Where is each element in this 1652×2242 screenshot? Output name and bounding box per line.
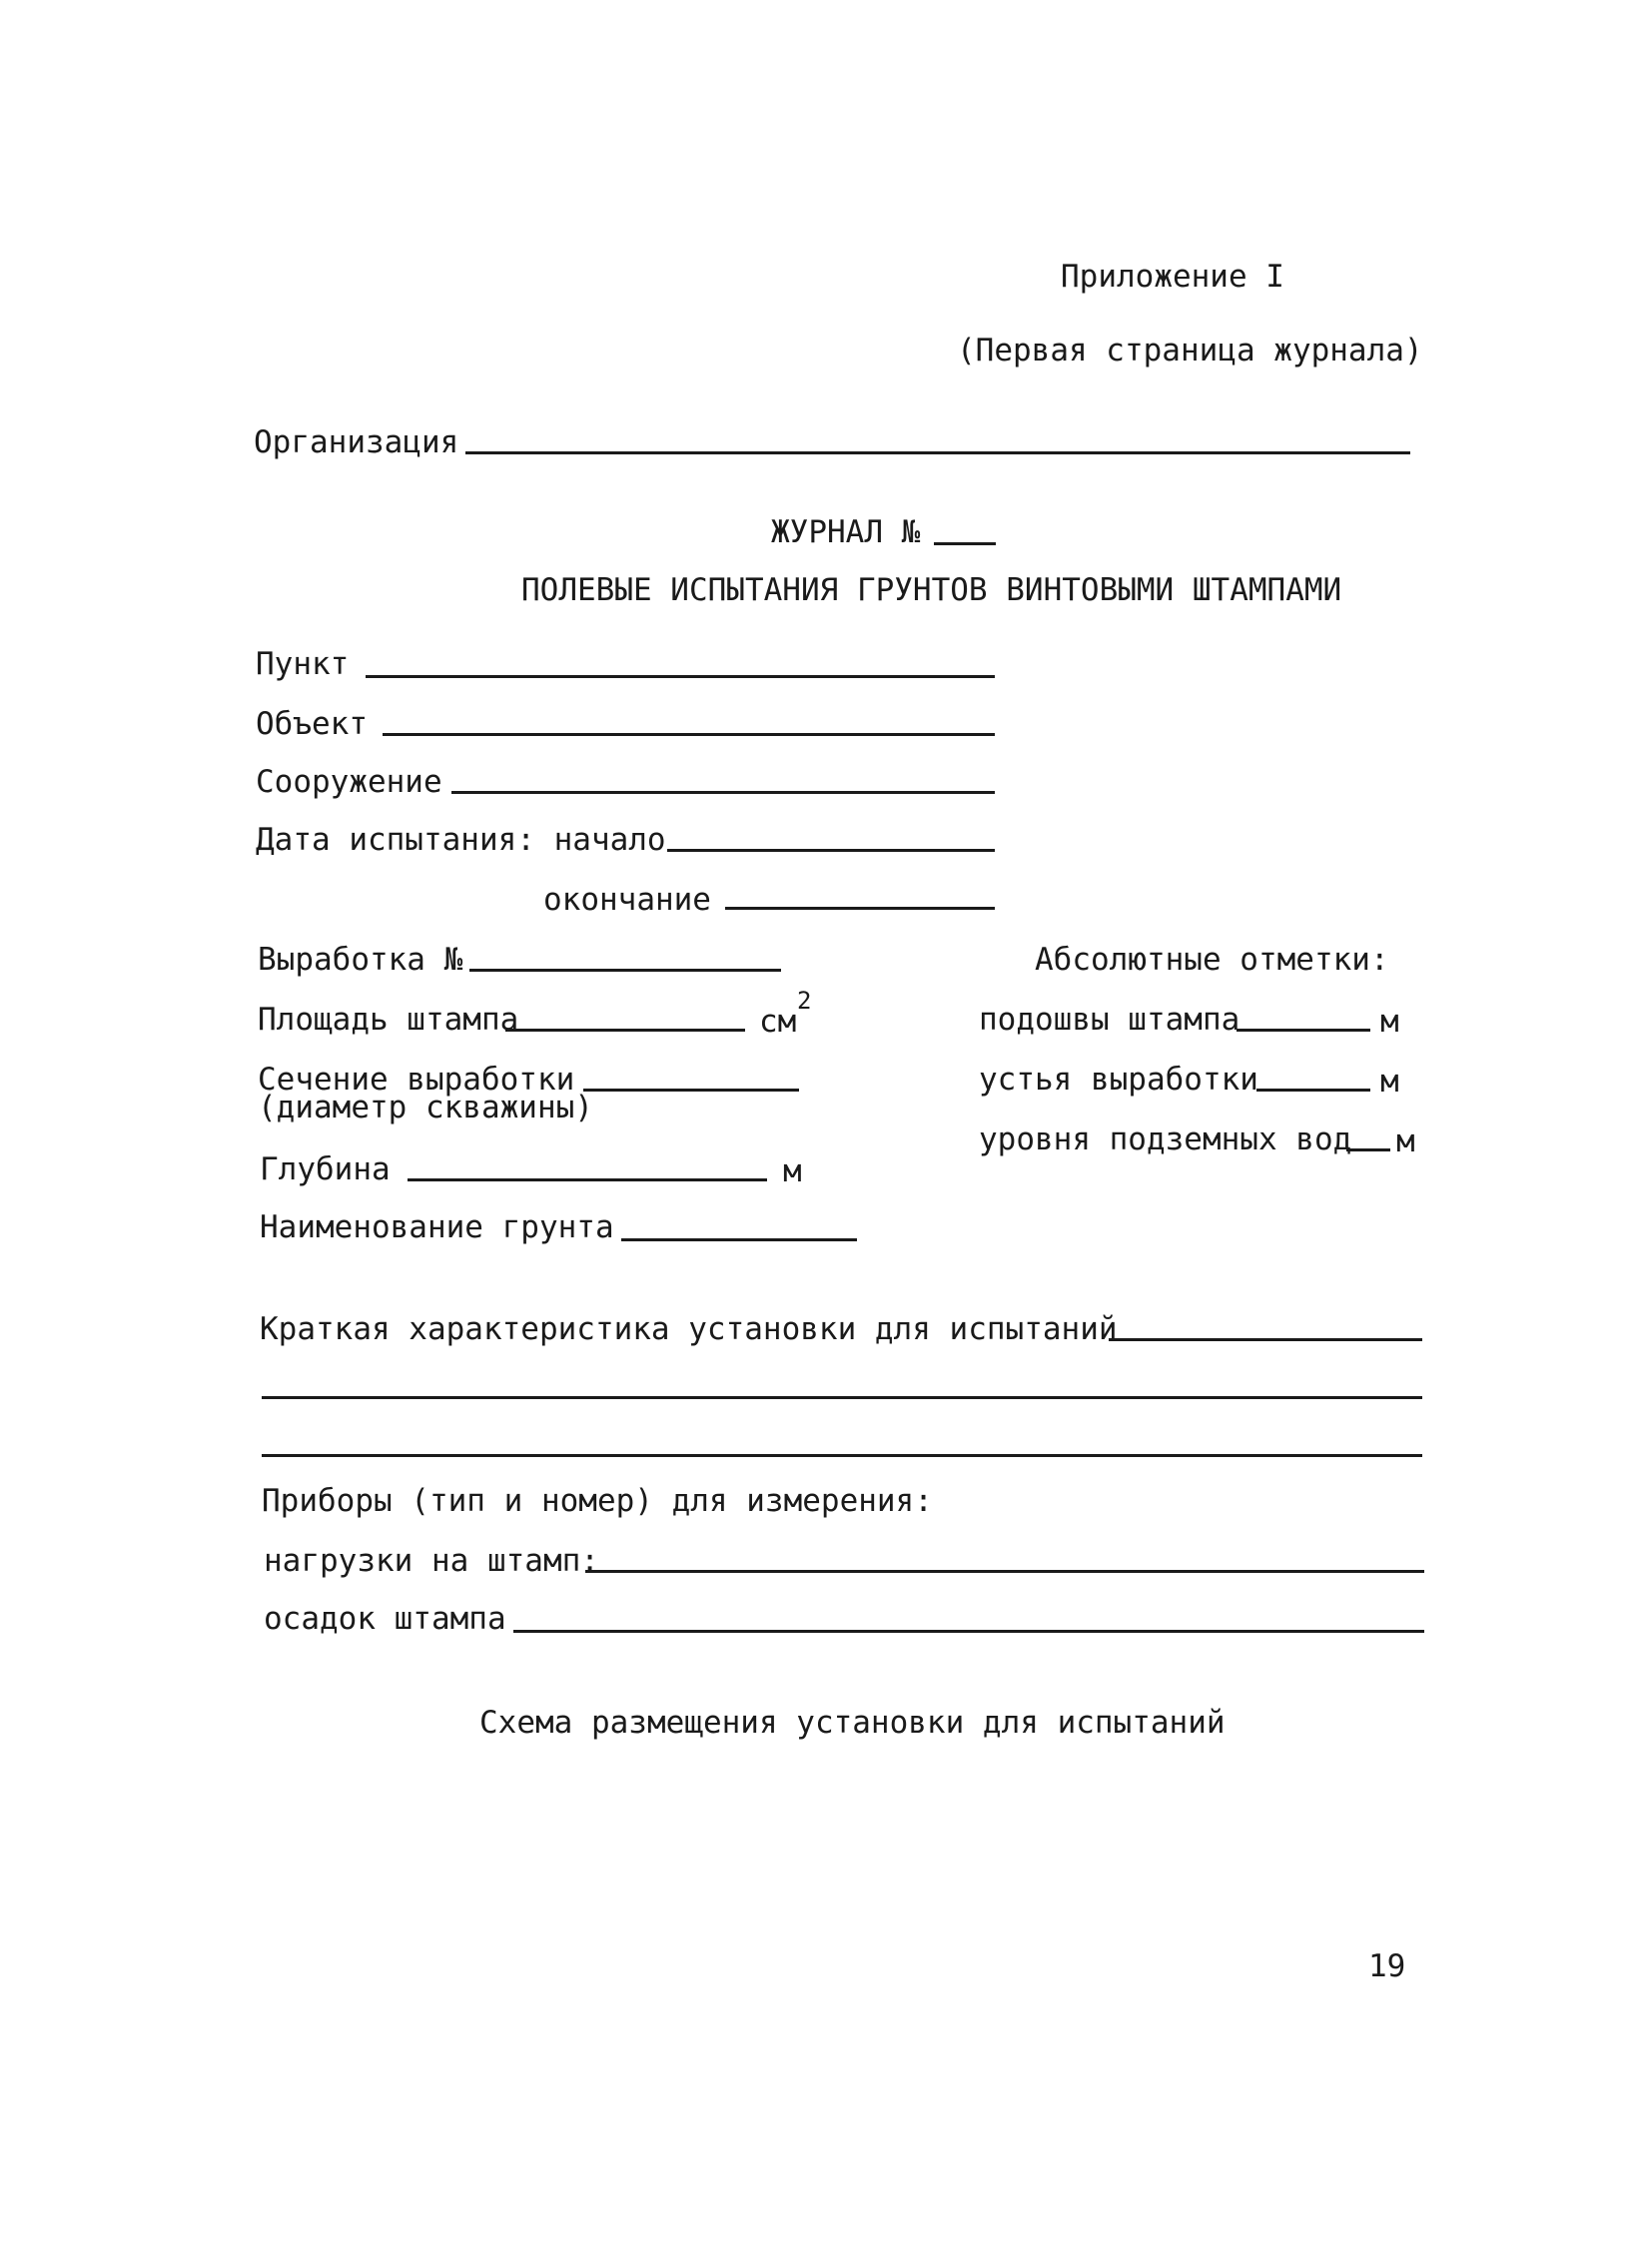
depth-unit: м [783, 1153, 802, 1189]
structure-field[interactable] [451, 791, 995, 794]
journal-subtitle: ПОЛЕВЫЕ ИСПЫТАНИЯ ГРУНТОВ ВИНТОВЫМИ ШТАМПАМИ [521, 572, 1342, 608]
setup-description-label: Краткая характеристика установки для испытаний [260, 1311, 1118, 1347]
depth-field[interactable] [408, 1178, 767, 1181]
appendix-label: Приложение I [1061, 259, 1284, 295]
point-field[interactable] [366, 675, 995, 678]
test-end-field[interactable] [725, 907, 995, 910]
object-field[interactable] [383, 733, 995, 736]
settlement-instrument-field[interactable] [513, 1630, 1424, 1633]
soil-name-field[interactable] [621, 1238, 857, 1241]
page-number: 19 [1368, 1948, 1406, 1984]
point-label: Пункт [256, 646, 350, 682]
stamp-base-unit: м [1380, 1004, 1399, 1040]
section-label: Сечение выработки [258, 1062, 575, 1098]
object-label: Объект [256, 706, 368, 742]
test-date-label: Дата испытания: начало [256, 822, 666, 858]
groundwater-field[interactable] [1346, 1148, 1390, 1151]
area-unit-superscript: 2 [797, 987, 812, 1015]
working-label: Выработка № [258, 942, 463, 978]
journal-page-note: (Первая страница журнала) [957, 333, 1423, 369]
groundwater-unit: м [1396, 1123, 1415, 1159]
groundwater-label: уровня подземных вод [979, 1121, 1352, 1157]
test-start-field[interactable] [667, 849, 995, 852]
setup-scheme-heading: Схема размещения установки для испытаний [479, 1705, 1226, 1741]
depth-label: Глубина [260, 1151, 391, 1187]
mouth-unit: м [1380, 1064, 1399, 1100]
journal-number-field[interactable] [934, 542, 996, 545]
setup-description-field[interactable] [1109, 1338, 1422, 1341]
instruments-label: Приборы (тип и номер) для измерения: [262, 1483, 933, 1519]
stamp-area-label: Площадь штампа [258, 1002, 519, 1038]
soil-name-label: Наименование грунта [260, 1209, 614, 1245]
stamp-base-label: подошвы штампа [979, 1002, 1240, 1038]
area-unit: см [759, 1004, 797, 1040]
settlement-label: осадок штампа [264, 1601, 506, 1637]
journal-title: ЖУРНАЛ № [771, 514, 921, 550]
organization-label: Организация [254, 424, 459, 460]
elevations-title: Абсолютные отметки: [1035, 942, 1389, 978]
working-number-field[interactable] [469, 969, 781, 972]
stamp-area-field[interactable] [505, 1029, 745, 1032]
setup-description-line-2[interactable] [262, 1396, 1422, 1399]
test-end-label: окончание [543, 882, 711, 918]
mouth-label: устья выработки [979, 1062, 1258, 1098]
setup-description-line-3[interactable] [262, 1454, 1422, 1457]
stamp-base-field[interactable] [1237, 1029, 1370, 1032]
organization-field[interactable] [465, 451, 1410, 454]
mouth-field[interactable] [1256, 1089, 1370, 1092]
load-label: нагрузки на штамп: [264, 1543, 599, 1579]
section-label-diameter: (диаметр скважины) [258, 1090, 593, 1125]
structure-label: Сооружение [256, 764, 442, 800]
load-instrument-field[interactable] [585, 1570, 1424, 1573]
section-field[interactable] [583, 1089, 799, 1092]
